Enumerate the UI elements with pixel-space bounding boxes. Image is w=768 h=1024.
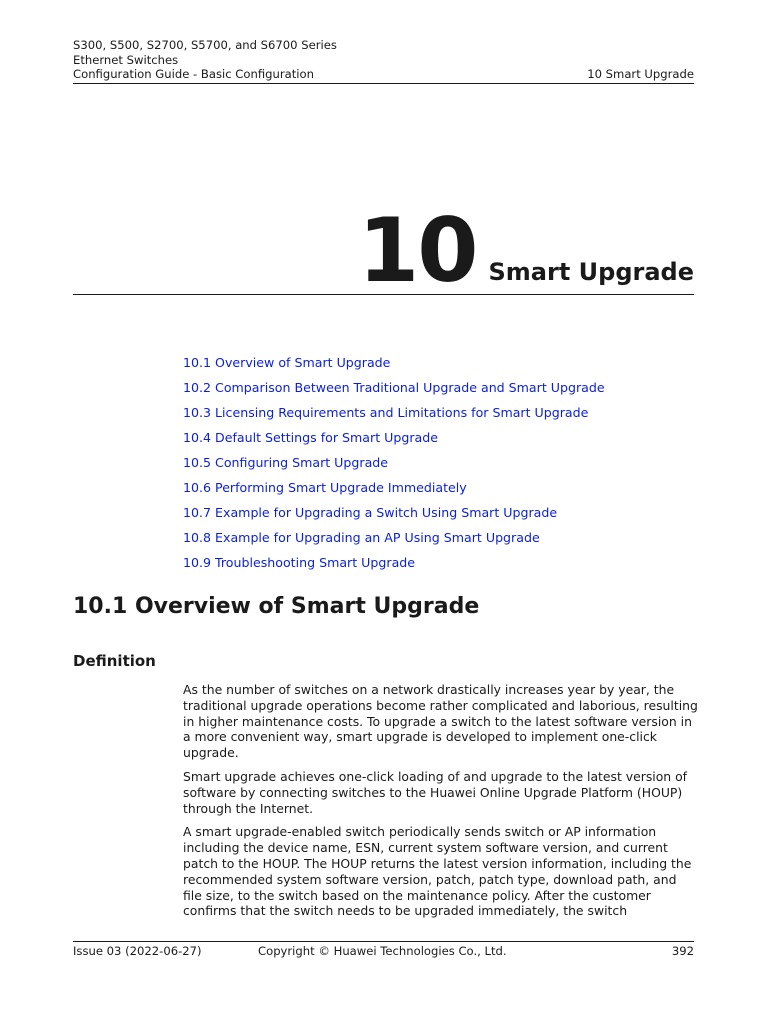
toc-link-10-4[interactable]: 10.4 Default Settings for Smart Upgrade: [183, 430, 438, 445]
header-rule: [73, 83, 694, 84]
toc-item: [183, 552, 694, 577]
toc-link-10-7[interactable]: 10.7 Example for Upgrading a Switch Using Smart Upgrade: [183, 505, 558, 520]
toc-link-10-5[interactable]: 10.5 Configuring Smart Upgrade: [183, 455, 389, 470]
chapter-toc: [183, 352, 694, 577]
header-chapter-name: 10 Smart Upgrade: [587, 67, 694, 82]
toc-link-10-1[interactable]: 10.1 Overview of Smart Upgrade: [183, 355, 391, 370]
toc-link-10-6[interactable]: 10.6 Performing Smart Upgrade Immediately: [183, 480, 467, 495]
toc-item: [183, 402, 694, 427]
toc-item: [183, 377, 694, 402]
toc-link-10-3[interactable]: 10.3 Licensing Requirements and Limitations for Smart Upgrade: [183, 405, 589, 420]
body-paragraph: As the number of switches on a network drastically increases year by year, the traditional upgrade operations become rather complicated and laborious, resulting in higher maintenance costs. To upgrade a switch to the latest software version in a more convenient way, smart upgrade is developed to implement one-click upgrade.: [183, 682, 698, 761]
toc-item: [183, 352, 694, 377]
toc-item: [183, 527, 694, 552]
header-product-line: S300, S500, S2700, S5700, and S6700 Series: [73, 38, 337, 52]
footer-page-number: 392: [671, 944, 694, 958]
body-paragraph: Smart upgrade achieves one-click loading of and upgrade to the latest version of software by connecting switches to the Huawei Online Upgrade Platform (HOUP) through the Internet.: [183, 768, 688, 816]
section-body: [183, 682, 698, 927]
footer-issue: Issue 03 (2022-06-27): [73, 944, 202, 958]
body-paragraph: A smart upgrade-enabled switch periodically sends switch or AP information including the device name, ESN, current system software version, and current patch to the HOUP. The HOUP returns the latest version information, including the recommended system software version, patch, patch type, download path, and file size, to the switch based on the maintenance policy. After the customer confirms that the switch needs to be upgraded immediately, the switch: [183, 824, 692, 919]
chapter-heading: [73, 199, 694, 302]
page-header: [73, 38, 694, 84]
toc-link-10-8[interactable]: 10.8 Example for Upgrading an AP Using Smart Upgrade: [183, 530, 540, 545]
toc-item: [183, 427, 694, 452]
toc-item: [183, 477, 694, 502]
chapter-title: Smart Upgrade: [488, 258, 694, 286]
header-guide-title: Configuration Guide - Basic Configuration: [73, 67, 314, 82]
footer-row: [73, 944, 694, 958]
header-guide-row: [73, 67, 694, 82]
toc-item: [183, 452, 694, 477]
toc-item: [183, 502, 694, 527]
toc-link-10-9[interactable]: 10.9 Troubleshooting Smart Upgrade: [183, 555, 416, 570]
footer-copyright: Copyright © Huawei Technologies Co., Ltd.: [258, 944, 507, 958]
page-footer: [73, 941, 694, 958]
section-title: 10.1 Overview of Smart Upgrade: [73, 594, 480, 619]
header-product-type: Ethernet Switches: [73, 52, 179, 67]
chapter-number: 10: [358, 199, 477, 302]
toc-link-10-2[interactable]: 10.2 Comparison Between Traditional Upgrade and Smart Upgrade: [183, 380, 605, 395]
subsection-title: Definition: [73, 652, 156, 670]
